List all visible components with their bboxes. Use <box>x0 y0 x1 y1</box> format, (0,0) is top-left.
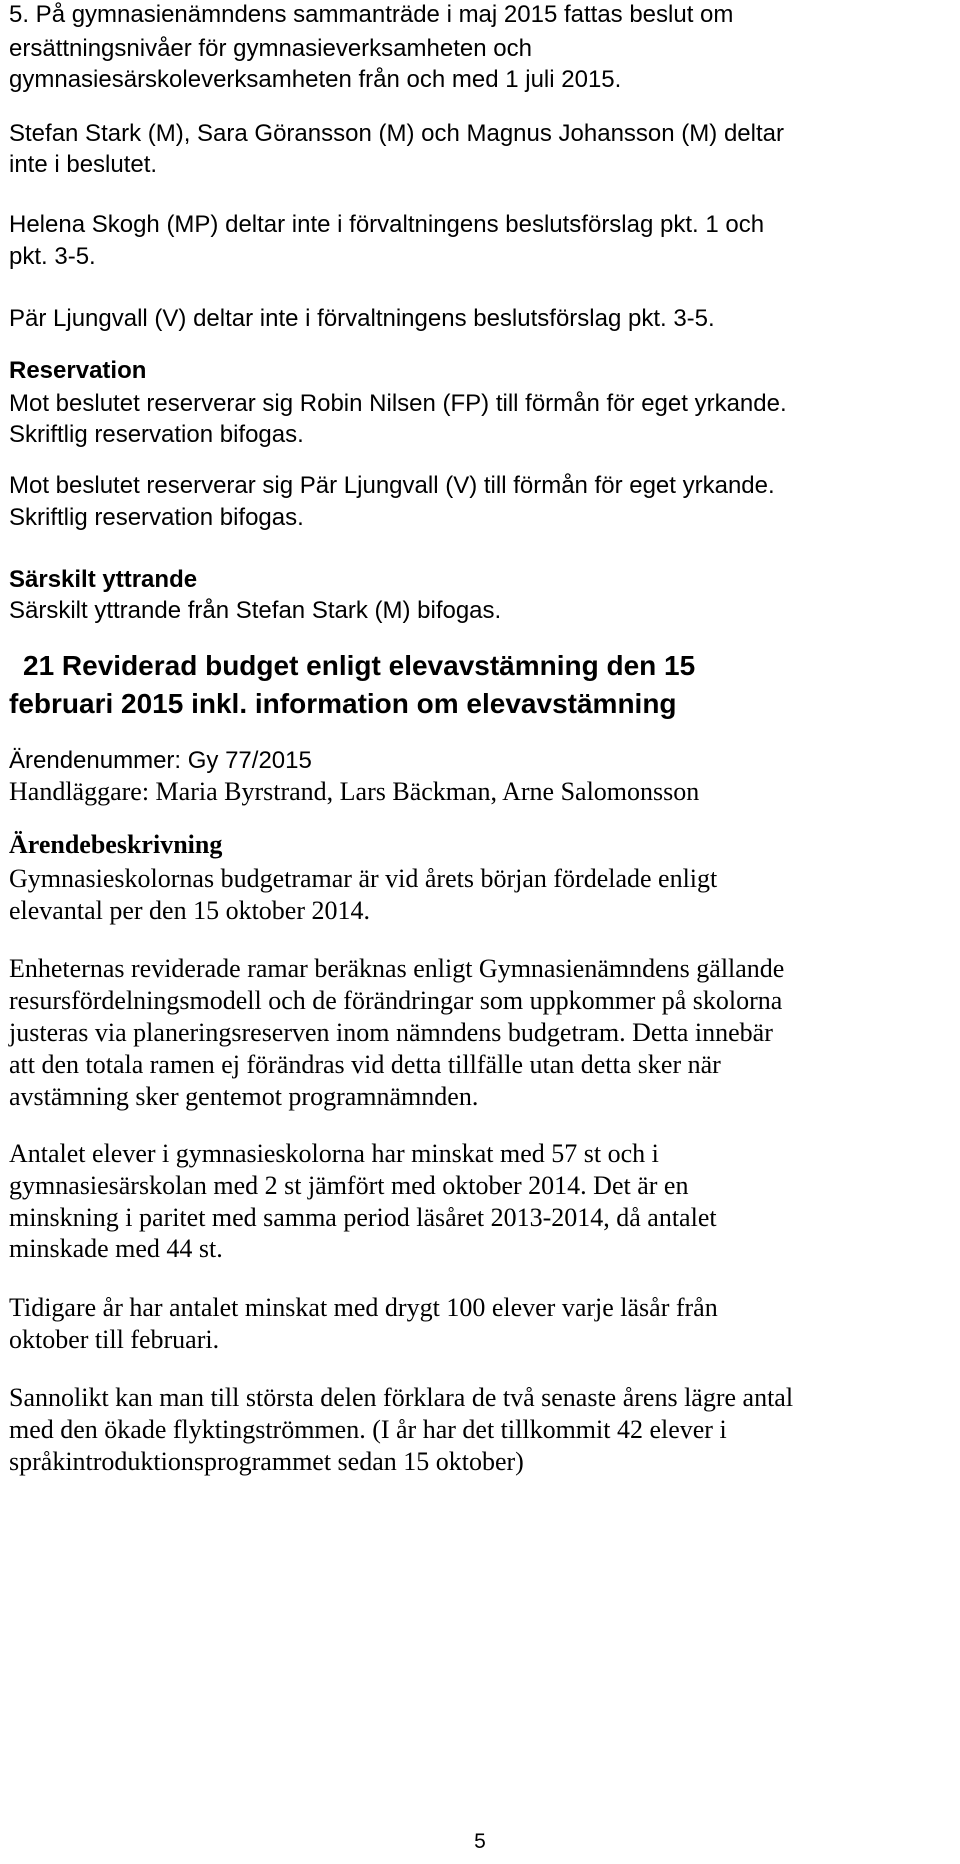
paragraph-2-line-4: att den totala ramen ej förändras vid detta tillfälle utan detta sker när <box>9 1050 721 1079</box>
reservation-2-line-2: Skriftlig reservation bifogas. <box>9 504 304 531</box>
paragraph-3-line-1: Antalet elever i gymnasieskolorna har minskat med 57 st och i <box>9 1139 659 1168</box>
paragraph-3-line-4: minskade med 44 st. <box>9 1234 223 1263</box>
reservation-1-line-2: Skriftlig reservation bifogas. <box>9 421 304 448</box>
case-number: Ärendenummer: Gy 77/2015 <box>9 747 312 774</box>
section-heading-text-1: 21 Reviderad budget enligt elevavstämning den 15 <box>23 650 696 681</box>
decision-text-line-2: ersättningsnivåer för gymnasieverksamheten och <box>9 35 532 62</box>
paragraph-3-line-2: gymnasiesärskolan med 2 st jämfört med oktober 2014. Det är en <box>9 1171 689 1200</box>
paragraph-1-line-1: Gymnasieskolornas budgetramar är vid årets början fördelade enligt <box>9 864 718 893</box>
description-heading: Ärendebeskrivning <box>9 830 223 859</box>
paragraph-3-line-3: minskning i paritet med samma period läsåret 2013-2014, då antalet <box>9 1203 717 1232</box>
page-number: 5 <box>474 1830 486 1853</box>
skogh-text-line-1: Helena Skogh (MP) deltar inte i förvaltningens beslutsförslag pkt. 1 och <box>9 211 765 238</box>
paragraph-5-line-1: Sannolikt kan man till största delen förklara de två senaste årens lägre antal <box>9 1383 794 1412</box>
skogh-text-line-2: pkt. 3-5. <box>9 243 96 270</box>
reservation-2-line-1: Mot beslutet reserverar sig Pär Ljungvall (V) till förmån för eget yrkande. <box>9 472 775 499</box>
paragraph-1-line-2: elevantal per den 15 oktober 2014. <box>9 896 370 925</box>
paragraph-5-line-3: språkintroduktionsprogrammet sedan 15 oktober) <box>9 1447 524 1476</box>
case-handlers: Handläggare: Maria Byrstrand, Lars Bäckman, Arne Salomonsson <box>9 777 700 806</box>
paragraph-2-line-2: resursfördelningsmodell och de förändringar som uppkommer på skolorna <box>9 986 783 1015</box>
reservation-heading: Reservation <box>9 357 147 384</box>
recusal-text-line-1: Stefan Stark (M), Sara Göransson (M) och Magnus Johansson (M) deltar <box>9 120 784 147</box>
paragraph-4-line-1: Tidigare år har antalet minskat med drygt 100 elever varje läsår från <box>9 1293 718 1322</box>
ljungvall-text: Pär Ljungvall (V) deltar inte i förvaltningens beslutsförslag pkt. 3-5. <box>9 305 715 332</box>
statement-heading: Särskilt yttrande <box>9 566 198 593</box>
section-heading-line-2: februari 2015 inkl. information om elevavstämning <box>9 688 677 719</box>
section-heading-line-1 <box>9 648 695 684</box>
reservation-1-line-1: Mot beslutet reserverar sig Robin Nilsen (FP) till förmån för eget yrkande. <box>9 390 787 417</box>
decision-text-line-3: gymnasiesärskoleverksamheten från och med 1 juli 2015. <box>9 66 622 93</box>
heading-bullet-marker <box>9 674 23 675</box>
paragraph-2-line-3: justeras via planeringsreserven inom nämndens budgetram. Detta innebär <box>9 1018 773 1047</box>
paragraph-4-line-2: oktober till februari. <box>9 1325 220 1354</box>
paragraph-2-line-5: avstämning sker gentemot programnämnden. <box>9 1082 479 1111</box>
recusal-text-line-2: inte i beslutet. <box>9 151 158 178</box>
paragraph-2-line-1: Enheternas reviderade ramar beräknas enligt Gymnasienämndens gällande <box>9 954 785 983</box>
statement-text: Särskilt yttrande från Stefan Stark (M) bifogas. <box>9 597 502 624</box>
decision-text-line-1: 5. På gymnasienämndens sammanträde i maj 2015 fattas beslut om <box>9 1 734 28</box>
paragraph-5-line-2: med den ökade flyktingströmmen. (I år har det tillkommit 42 elever i <box>9 1415 727 1444</box>
